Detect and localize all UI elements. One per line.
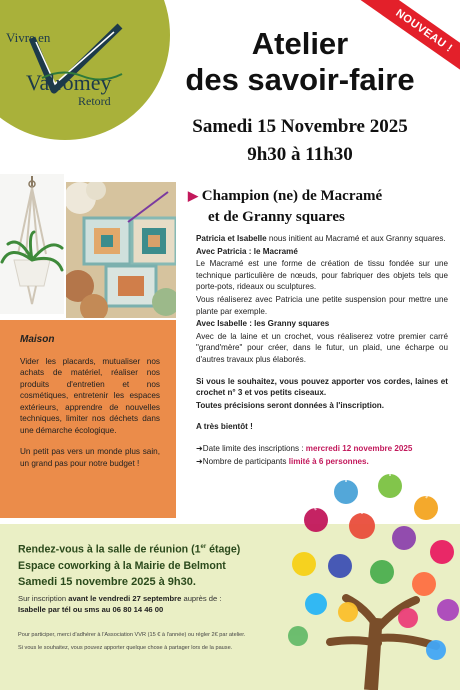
bring-materials-text: Si vous le souhaitez, vous pouvez apporter vos cordes, laines et crochet n° 3 et vos petits ciseaux. (196, 376, 448, 398)
rdv-line-2: Espace coworking à la Mairie de Belmont (18, 559, 226, 572)
workshop-heading (188, 185, 448, 228)
deadline-value: mercredi 12 novembre 2025 (305, 443, 413, 453)
rdv-line-1-end: étage) (206, 543, 241, 556)
triangle-bullet-icon: ▶ (188, 188, 198, 203)
hands-tree-illustration (286, 468, 460, 690)
isabelle-heading: Avec Isabelle : les Granny squares (196, 319, 330, 329)
new-ribbon-badge: NOUVEAU ! (360, 0, 460, 80)
participants-value: limité à 6 personnes. (288, 456, 369, 466)
rdv-superscript: er (200, 544, 207, 550)
intro-names: Patricia et Isabelle (196, 234, 267, 243)
workshop-description (196, 233, 448, 468)
inscr-deadline: avant le vendredi 27 septembre (68, 594, 182, 603)
meeting-place (18, 539, 318, 590)
isabelle-paragraph: Avec de la laine et un crochet, vous réaliserez votre premier carré "grand'mère" pour créer, dans le futur, un plaid, une écharpe ou d'autres travaux plus élaborés. (196, 331, 448, 364)
rdv-line-1: Rendez-vous à la salle de réunion (1 (18, 543, 201, 556)
fine-print (18, 629, 318, 655)
logo-text-valromey: Valromey (26, 70, 112, 95)
workshop-heading-line-2: et de Granny squares (208, 209, 345, 225)
workshop-heading-line-1: Champion (ne) de Macramé (201, 188, 383, 204)
precisions-text: Toutes précisions seront données à l'inscription. (196, 400, 384, 410)
granny-squares-photo (66, 182, 176, 318)
see-you-soon-text: A très bientôt ! (196, 422, 253, 432)
title-line-2: des savoir-faire (185, 62, 415, 97)
logo-text-vivre: Vivre en (6, 30, 51, 45)
participants-label: ➜Nombre de participants (196, 456, 289, 466)
inscr-contact: Isabelle par tél ou sms au 06 80 14 46 00 (18, 605, 164, 614)
fine-print-1: Pour participer, merci d'adhérer à l'Association VVR (15 € à l'année) ou régler 2€ par atelier. (18, 632, 246, 638)
vvr-logo (2, 18, 152, 118)
fine-print-2: Si vous le souhaitez, vous pouvez apporter quelque chose à partager lors de la pause. (18, 645, 233, 651)
deadline-line (196, 443, 448, 455)
maison-title: Maison (20, 334, 55, 345)
intro-paragraph (196, 233, 448, 245)
patricia-heading: Avec Patricia : le Macramé (196, 246, 298, 256)
title-line-1: Atelier (251, 26, 349, 61)
logo-text-retord: Retord (78, 94, 111, 108)
registration-info (18, 593, 308, 615)
event-date: Samedi 15 Novembre 2025 (192, 116, 408, 137)
patricia-paragraph-2: Vous réaliserez avec Patricia une petite suspension pour mettre une plante par exemple. (196, 294, 448, 316)
event-time: 9h30 à 11h30 (247, 144, 353, 165)
participants-line (196, 456, 448, 468)
page-title (160, 26, 440, 98)
macrame-plant-photo (0, 174, 64, 314)
inscr-part-a: Sur inscription (18, 594, 69, 603)
intro-rest: nous initient au Macramé et aux Granny squares. (266, 234, 446, 243)
rdv-date: Samedi 15 novembre 2025 à 9h30. (18, 575, 196, 588)
patricia-paragraph-1: Le Macramé est une forme de création de tissu fondée sur une technique particulière de nœuds, pour fabriquer des objets tels que porte-pots, rideaux ou sculptures. (196, 259, 448, 292)
deadline-label: ➜Date limite des inscriptions : (196, 443, 306, 453)
maison-paragraph-2: Un petit pas vers un monde plus sain, un grand pas pour notre budget ! (20, 447, 160, 468)
maison-box (0, 320, 176, 518)
maison-paragraph-1: Vider les placards, mutualiser nos achats de matériel, réaliser nos produits d'entretien et nos cosmétiques, entretenir les espaces extérieurs, apprendre de nouvelles techniques, limiter nos déchets dans une démarche écologique. (20, 356, 160, 435)
inscr-part-c: auprès de : (181, 594, 222, 603)
